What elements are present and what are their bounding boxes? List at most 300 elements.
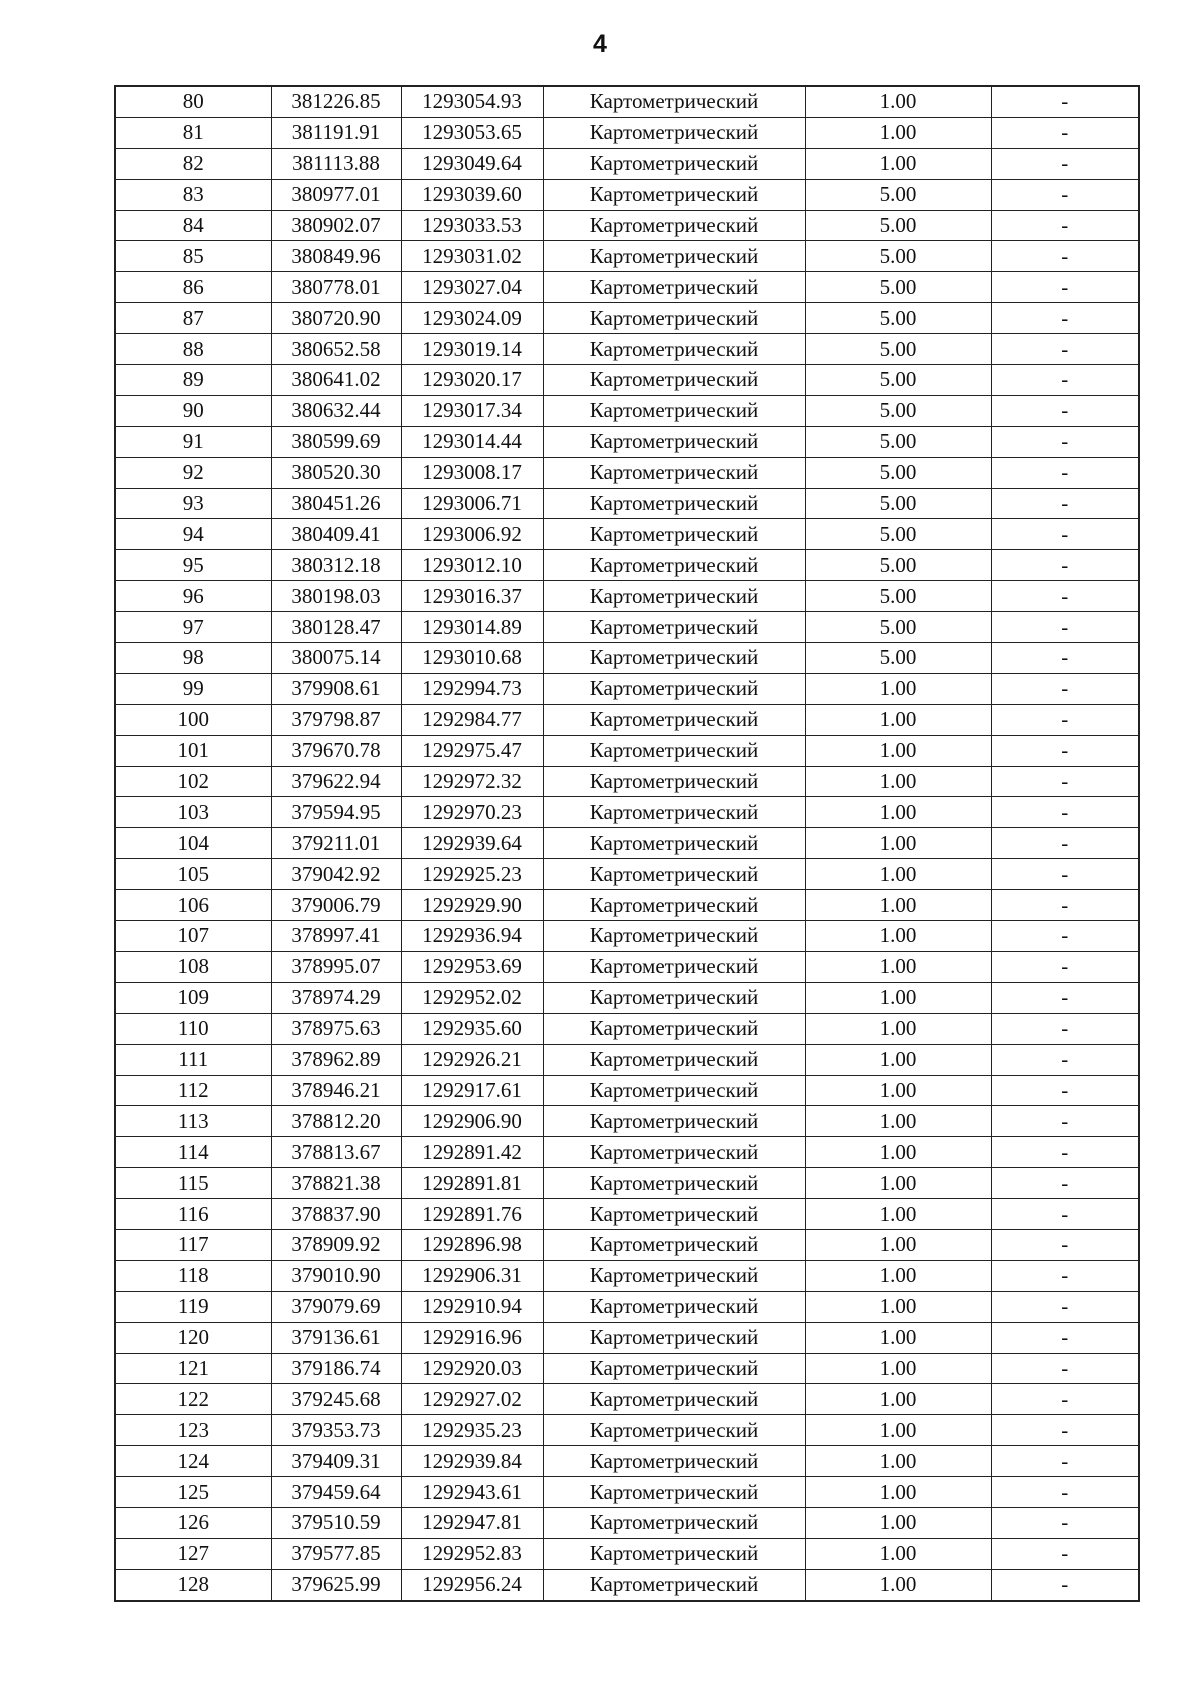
point-number-cell: 88	[115, 334, 271, 365]
accuracy-cell: 5.00	[805, 612, 991, 643]
y-coordinate-cell: 1293019.14	[401, 334, 543, 365]
description-cell: -	[991, 365, 1139, 396]
x-coordinate-cell: 380312.18	[271, 550, 401, 581]
description-cell: -	[991, 457, 1139, 488]
description-cell: -	[991, 1507, 1139, 1538]
method-cell: Картометрический	[543, 1229, 805, 1260]
description-cell: -	[991, 488, 1139, 519]
table-row	[115, 117, 1139, 148]
accuracy-cell: 1.00	[805, 766, 991, 797]
description-cell: -	[991, 735, 1139, 766]
y-coordinate-cell: 1292920.03	[401, 1353, 543, 1384]
description-cell: -	[991, 1075, 1139, 1106]
x-coordinate-cell: 379908.61	[271, 673, 401, 704]
x-coordinate-cell: 380849.96	[271, 241, 401, 272]
y-coordinate-cell: 1292935.23	[401, 1415, 543, 1446]
table-row	[115, 1353, 1139, 1384]
accuracy-cell: 1.00	[805, 1106, 991, 1137]
point-number-cell: 108	[115, 951, 271, 982]
y-coordinate-cell: 1292972.32	[401, 766, 543, 797]
x-coordinate-cell: 378821.38	[271, 1168, 401, 1199]
x-coordinate-cell: 381191.91	[271, 117, 401, 148]
table-row	[115, 673, 1139, 704]
y-coordinate-cell: 1293024.09	[401, 303, 543, 334]
y-coordinate-cell: 1293006.92	[401, 519, 543, 550]
accuracy-cell: 5.00	[805, 426, 991, 457]
table-row	[115, 1477, 1139, 1508]
accuracy-cell: 1.00	[805, 1044, 991, 1075]
method-cell: Картометрический	[543, 519, 805, 550]
method-cell: Картометрический	[543, 704, 805, 735]
description-cell: -	[991, 890, 1139, 921]
point-number-cell: 118	[115, 1260, 271, 1291]
description-cell: -	[991, 519, 1139, 550]
accuracy-cell: 1.00	[805, 1168, 991, 1199]
point-number-cell: 123	[115, 1415, 271, 1446]
method-cell: Картометрический	[543, 1415, 805, 1446]
description-cell: -	[991, 1013, 1139, 1044]
coordinates-table-body	[115, 86, 1139, 1601]
method-cell: Картометрический	[543, 488, 805, 519]
accuracy-cell: 5.00	[805, 241, 991, 272]
point-number-cell: 104	[115, 828, 271, 859]
description-cell: -	[991, 921, 1139, 952]
point-number-cell: 113	[115, 1106, 271, 1137]
point-number-cell: 83	[115, 179, 271, 210]
table-row	[115, 581, 1139, 612]
y-coordinate-cell: 1292896.98	[401, 1229, 543, 1260]
point-number-cell: 103	[115, 797, 271, 828]
description-cell: -	[991, 1538, 1139, 1569]
y-coordinate-cell: 1292970.23	[401, 797, 543, 828]
x-coordinate-cell: 379245.68	[271, 1384, 401, 1415]
accuracy-cell: 1.00	[805, 951, 991, 982]
accuracy-cell: 5.00	[805, 210, 991, 241]
y-coordinate-cell: 1292906.31	[401, 1260, 543, 1291]
x-coordinate-cell: 381113.88	[271, 148, 401, 179]
x-coordinate-cell: 379625.99	[271, 1569, 401, 1600]
accuracy-cell: 1.00	[805, 673, 991, 704]
y-coordinate-cell: 1293014.89	[401, 612, 543, 643]
x-coordinate-cell: 380641.02	[271, 365, 401, 396]
point-number-cell: 109	[115, 982, 271, 1013]
accuracy-cell: 1.00	[805, 1229, 991, 1260]
table-row	[115, 1168, 1139, 1199]
y-coordinate-cell: 1293010.68	[401, 643, 543, 674]
y-coordinate-cell: 1292939.64	[401, 828, 543, 859]
description-cell: -	[991, 951, 1139, 982]
x-coordinate-cell: 378909.92	[271, 1229, 401, 1260]
point-number-cell: 89	[115, 365, 271, 396]
point-number-cell: 80	[115, 86, 271, 117]
point-number-cell: 102	[115, 766, 271, 797]
x-coordinate-cell: 379079.69	[271, 1291, 401, 1322]
description-cell: -	[991, 704, 1139, 735]
y-coordinate-cell: 1292891.42	[401, 1137, 543, 1168]
table-row	[115, 951, 1139, 982]
method-cell: Картометрический	[543, 766, 805, 797]
page-number: 4	[593, 30, 607, 58]
point-number-cell: 127	[115, 1538, 271, 1569]
y-coordinate-cell: 1292927.02	[401, 1384, 543, 1415]
method-cell: Картометрический	[543, 1477, 805, 1508]
table-row	[115, 797, 1139, 828]
accuracy-cell: 5.00	[805, 581, 991, 612]
method-cell: Картометрический	[543, 117, 805, 148]
point-number-cell: 81	[115, 117, 271, 148]
description-cell: -	[991, 272, 1139, 303]
x-coordinate-cell: 380720.90	[271, 303, 401, 334]
table-row	[115, 334, 1139, 365]
method-cell: Картометрический	[543, 1260, 805, 1291]
method-cell: Картометрический	[543, 303, 805, 334]
point-number-cell: 97	[115, 612, 271, 643]
y-coordinate-cell: 1292956.24	[401, 1569, 543, 1600]
y-coordinate-cell: 1292939.84	[401, 1446, 543, 1477]
point-number-cell: 98	[115, 643, 271, 674]
method-cell: Картометрический	[543, 612, 805, 643]
x-coordinate-cell: 378995.07	[271, 951, 401, 982]
x-coordinate-cell: 380075.14	[271, 643, 401, 674]
table-row	[115, 1199, 1139, 1230]
point-number-cell: 119	[115, 1291, 271, 1322]
y-coordinate-cell: 1293049.64	[401, 148, 543, 179]
description-cell: -	[991, 1384, 1139, 1415]
accuracy-cell: 1.00	[805, 1260, 991, 1291]
method-cell: Картометрический	[543, 581, 805, 612]
table-row	[115, 241, 1139, 272]
point-number-cell: 87	[115, 303, 271, 334]
x-coordinate-cell: 379353.73	[271, 1415, 401, 1446]
accuracy-cell: 1.00	[805, 859, 991, 890]
method-cell: Картометрический	[543, 550, 805, 581]
method-cell: Картометрический	[543, 334, 805, 365]
y-coordinate-cell: 1293016.37	[401, 581, 543, 612]
y-coordinate-cell: 1293033.53	[401, 210, 543, 241]
method-cell: Картометрический	[543, 1199, 805, 1230]
point-number-cell: 106	[115, 890, 271, 921]
method-cell: Картометрический	[543, 395, 805, 426]
table-row	[115, 1260, 1139, 1291]
x-coordinate-cell: 379006.79	[271, 890, 401, 921]
y-coordinate-cell: 1292925.23	[401, 859, 543, 890]
x-coordinate-cell: 379136.61	[271, 1322, 401, 1353]
table-row	[115, 457, 1139, 488]
table-row	[115, 766, 1139, 797]
y-coordinate-cell: 1293008.17	[401, 457, 543, 488]
accuracy-cell: 1.00	[805, 1137, 991, 1168]
table-row	[115, 272, 1139, 303]
accuracy-cell: 1.00	[805, 117, 991, 148]
table-row	[115, 982, 1139, 1013]
method-cell: Картометрический	[543, 179, 805, 210]
y-coordinate-cell: 1293053.65	[401, 117, 543, 148]
table-row	[115, 365, 1139, 396]
x-coordinate-cell: 379670.78	[271, 735, 401, 766]
description-cell: -	[991, 117, 1139, 148]
point-number-cell: 86	[115, 272, 271, 303]
accuracy-cell: 1.00	[805, 704, 991, 735]
description-cell: -	[991, 1044, 1139, 1075]
point-number-cell: 107	[115, 921, 271, 952]
description-cell: -	[991, 1168, 1139, 1199]
method-cell: Картометрический	[543, 148, 805, 179]
point-number-cell: 120	[115, 1322, 271, 1353]
accuracy-cell: 1.00	[805, 982, 991, 1013]
y-coordinate-cell: 1293014.44	[401, 426, 543, 457]
x-coordinate-cell: 379211.01	[271, 828, 401, 859]
method-cell: Картометрический	[543, 859, 805, 890]
method-cell: Картометрический	[543, 365, 805, 396]
coordinates-table	[114, 85, 1140, 1602]
point-number-cell: 110	[115, 1013, 271, 1044]
y-coordinate-cell: 1292952.02	[401, 982, 543, 1013]
table-row	[115, 1569, 1139, 1600]
description-cell: -	[991, 395, 1139, 426]
accuracy-cell: 1.00	[805, 890, 991, 921]
y-coordinate-cell: 1292943.61	[401, 1477, 543, 1508]
accuracy-cell: 5.00	[805, 272, 991, 303]
point-number-cell: 99	[115, 673, 271, 704]
x-coordinate-cell: 379510.59	[271, 1507, 401, 1538]
description-cell: -	[991, 581, 1139, 612]
x-coordinate-cell: 380632.44	[271, 395, 401, 426]
accuracy-cell: 5.00	[805, 457, 991, 488]
description-cell: -	[991, 1322, 1139, 1353]
table-row	[115, 550, 1139, 581]
x-coordinate-cell: 380652.58	[271, 334, 401, 365]
point-number-cell: 116	[115, 1199, 271, 1230]
description-cell: -	[991, 859, 1139, 890]
x-coordinate-cell: 380778.01	[271, 272, 401, 303]
point-number-cell: 121	[115, 1353, 271, 1384]
x-coordinate-cell: 379010.90	[271, 1260, 401, 1291]
point-number-cell: 91	[115, 426, 271, 457]
x-coordinate-cell: 380977.01	[271, 179, 401, 210]
accuracy-cell: 1.00	[805, 1353, 991, 1384]
method-cell: Картометрический	[543, 272, 805, 303]
y-coordinate-cell: 1292975.47	[401, 735, 543, 766]
table-row	[115, 519, 1139, 550]
method-cell: Картометрический	[543, 1137, 805, 1168]
accuracy-cell: 1.00	[805, 797, 991, 828]
x-coordinate-cell: 379594.95	[271, 797, 401, 828]
table-row	[115, 1229, 1139, 1260]
x-coordinate-cell: 380451.26	[271, 488, 401, 519]
accuracy-cell: 1.00	[805, 828, 991, 859]
method-cell: Картометрический	[543, 1446, 805, 1477]
method-cell: Картометрический	[543, 457, 805, 488]
description-cell: -	[991, 303, 1139, 334]
accuracy-cell: 5.00	[805, 643, 991, 674]
point-number-cell: 117	[115, 1229, 271, 1260]
method-cell: Картометрический	[543, 921, 805, 952]
y-coordinate-cell: 1293012.10	[401, 550, 543, 581]
x-coordinate-cell: 379409.31	[271, 1446, 401, 1477]
point-number-cell: 114	[115, 1137, 271, 1168]
y-coordinate-cell: 1292994.73	[401, 673, 543, 704]
point-number-cell: 85	[115, 241, 271, 272]
table-row	[115, 1075, 1139, 1106]
method-cell: Картометрический	[543, 1507, 805, 1538]
table-row	[115, 1291, 1139, 1322]
accuracy-cell: 1.00	[805, 1415, 991, 1446]
description-cell: -	[991, 1199, 1139, 1230]
accuracy-cell: 1.00	[805, 1291, 991, 1322]
y-coordinate-cell: 1292935.60	[401, 1013, 543, 1044]
method-cell: Картометрический	[543, 241, 805, 272]
point-number-cell: 125	[115, 1477, 271, 1508]
x-coordinate-cell: 380128.47	[271, 612, 401, 643]
description-cell: -	[991, 86, 1139, 117]
description-cell: -	[991, 1291, 1139, 1322]
x-coordinate-cell: 378997.41	[271, 921, 401, 952]
method-cell: Картометрический	[543, 797, 805, 828]
accuracy-cell: 5.00	[805, 303, 991, 334]
x-coordinate-cell: 379622.94	[271, 766, 401, 797]
y-coordinate-cell: 1292891.81	[401, 1168, 543, 1199]
y-coordinate-cell: 1292952.83	[401, 1538, 543, 1569]
description-cell: -	[991, 1260, 1139, 1291]
table-row	[115, 1415, 1139, 1446]
x-coordinate-cell: 380599.69	[271, 426, 401, 457]
accuracy-cell: 1.00	[805, 1507, 991, 1538]
y-coordinate-cell: 1292906.90	[401, 1106, 543, 1137]
y-coordinate-cell: 1293027.04	[401, 272, 543, 303]
method-cell: Картометрический	[543, 1075, 805, 1106]
table-row	[115, 1384, 1139, 1415]
accuracy-cell: 1.00	[805, 1538, 991, 1569]
description-cell: -	[991, 1106, 1139, 1137]
x-coordinate-cell: 378812.20	[271, 1106, 401, 1137]
description-cell: -	[991, 982, 1139, 1013]
y-coordinate-cell: 1293031.02	[401, 241, 543, 272]
method-cell: Картометрический	[543, 426, 805, 457]
description-cell: -	[991, 1477, 1139, 1508]
accuracy-cell: 1.00	[805, 1569, 991, 1600]
x-coordinate-cell: 379798.87	[271, 704, 401, 735]
y-coordinate-cell: 1292916.96	[401, 1322, 543, 1353]
accuracy-cell: 5.00	[805, 550, 991, 581]
point-number-cell: 95	[115, 550, 271, 581]
description-cell: -	[991, 1569, 1139, 1600]
y-coordinate-cell: 1293020.17	[401, 365, 543, 396]
method-cell: Картометрический	[543, 1168, 805, 1199]
description-cell: -	[991, 241, 1139, 272]
y-coordinate-cell: 1293006.71	[401, 488, 543, 519]
y-coordinate-cell: 1292953.69	[401, 951, 543, 982]
y-coordinate-cell: 1292947.81	[401, 1507, 543, 1538]
method-cell: Картометрический	[543, 1013, 805, 1044]
description-cell: -	[991, 1415, 1139, 1446]
accuracy-cell: 1.00	[805, 148, 991, 179]
y-coordinate-cell: 1292926.21	[401, 1044, 543, 1075]
x-coordinate-cell: 378813.67	[271, 1137, 401, 1168]
description-cell: -	[991, 612, 1139, 643]
method-cell: Картометрический	[543, 1569, 805, 1600]
method-cell: Картометрический	[543, 1044, 805, 1075]
x-coordinate-cell: 379459.64	[271, 1477, 401, 1508]
x-coordinate-cell: 378946.21	[271, 1075, 401, 1106]
table-row	[115, 488, 1139, 519]
x-coordinate-cell: 380520.30	[271, 457, 401, 488]
point-number-cell: 126	[115, 1507, 271, 1538]
accuracy-cell: 1.00	[805, 1199, 991, 1230]
method-cell: Картометрический	[543, 890, 805, 921]
table-row	[115, 148, 1139, 179]
accuracy-cell: 1.00	[805, 1446, 991, 1477]
method-cell: Картометрический	[543, 1322, 805, 1353]
method-cell: Картометрический	[543, 86, 805, 117]
x-coordinate-cell: 380198.03	[271, 581, 401, 612]
accuracy-cell: 5.00	[805, 395, 991, 426]
method-cell: Картометрический	[543, 673, 805, 704]
y-coordinate-cell: 1293039.60	[401, 179, 543, 210]
point-number-cell: 128	[115, 1569, 271, 1600]
accuracy-cell: 1.00	[805, 1013, 991, 1044]
table-row	[115, 612, 1139, 643]
point-number-cell: 94	[115, 519, 271, 550]
x-coordinate-cell: 380409.41	[271, 519, 401, 550]
method-cell: Картометрический	[543, 1106, 805, 1137]
method-cell: Картометрический	[543, 643, 805, 674]
point-number-cell: 100	[115, 704, 271, 735]
method-cell: Картометрический	[543, 1291, 805, 1322]
accuracy-cell: 5.00	[805, 519, 991, 550]
point-number-cell: 93	[115, 488, 271, 519]
accuracy-cell: 5.00	[805, 365, 991, 396]
point-number-cell: 115	[115, 1168, 271, 1199]
y-coordinate-cell: 1292910.94	[401, 1291, 543, 1322]
point-number-cell: 82	[115, 148, 271, 179]
point-number-cell: 112	[115, 1075, 271, 1106]
point-number-cell: 122	[115, 1384, 271, 1415]
x-coordinate-cell: 380902.07	[271, 210, 401, 241]
x-coordinate-cell: 379577.85	[271, 1538, 401, 1569]
description-cell: -	[991, 1353, 1139, 1384]
table-row	[115, 1137, 1139, 1168]
table-row	[115, 704, 1139, 735]
accuracy-cell: 1.00	[805, 86, 991, 117]
x-coordinate-cell: 379042.92	[271, 859, 401, 890]
table-row	[115, 426, 1139, 457]
y-coordinate-cell: 1292891.76	[401, 1199, 543, 1230]
point-number-cell: 90	[115, 395, 271, 426]
table-row	[115, 86, 1139, 117]
x-coordinate-cell: 379186.74	[271, 1353, 401, 1384]
method-cell: Картометрический	[543, 982, 805, 1013]
x-coordinate-cell: 378962.89	[271, 1044, 401, 1075]
description-cell: -	[991, 1446, 1139, 1477]
x-coordinate-cell: 378837.90	[271, 1199, 401, 1230]
table-row	[115, 1013, 1139, 1044]
table-row	[115, 210, 1139, 241]
description-cell: -	[991, 643, 1139, 674]
x-coordinate-cell: 378974.29	[271, 982, 401, 1013]
accuracy-cell: 1.00	[805, 1477, 991, 1508]
table-row	[115, 1106, 1139, 1137]
description-cell: -	[991, 766, 1139, 797]
table-row	[115, 859, 1139, 890]
table-row	[115, 395, 1139, 426]
table-row	[115, 735, 1139, 766]
table-row	[115, 1507, 1139, 1538]
table-row	[115, 179, 1139, 210]
table-row	[115, 1446, 1139, 1477]
accuracy-cell: 5.00	[805, 488, 991, 519]
method-cell: Картометрический	[543, 1353, 805, 1384]
point-number-cell: 92	[115, 457, 271, 488]
